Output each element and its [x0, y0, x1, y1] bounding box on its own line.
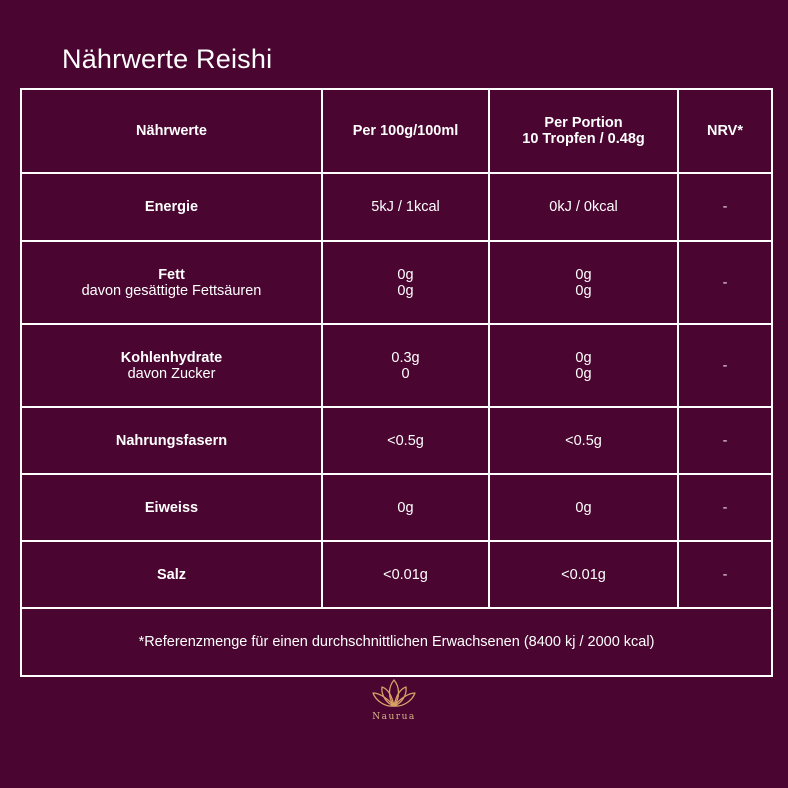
brand-logo — [0, 676, 788, 722]
per-portion-cell — [489, 474, 678, 541]
table-header-row — [21, 89, 772, 173]
header-nutrient: Nährwerte — [21, 89, 322, 173]
per-portion-value: <0.01g — [561, 566, 606, 583]
header-per-portion-line2: 10 Tropfen / 0.48g — [522, 131, 645, 147]
table-row — [21, 474, 772, 541]
brand-name: Naurua — [372, 712, 416, 722]
per-portion-value: 0g — [575, 499, 592, 516]
nutrient-label-cell — [21, 173, 322, 241]
nutrient-label-cell — [21, 541, 322, 608]
nutrient-name: Energie — [144, 199, 199, 215]
table-row — [21, 541, 772, 608]
nutrient-label-cell — [21, 324, 322, 407]
nrv-value: - — [678, 241, 772, 324]
per-portion-cell — [489, 407, 678, 474]
nutrient-name: Eiweiss — [144, 499, 199, 516]
per-100g-value: 5kJ / 1kcal — [371, 199, 440, 215]
per-portion-cell — [489, 324, 678, 407]
per-portion-value: 0kJ / 0kcal — [549, 199, 618, 215]
nutrient-label-cell — [21, 241, 322, 324]
nutrient-name: Kohlenhydrate — [120, 349, 223, 366]
nutrient-name: Salz — [156, 566, 186, 583]
table-row — [21, 173, 772, 241]
nutrition-table — [20, 88, 773, 677]
per-100g-cell — [322, 474, 489, 541]
header-per-portion — [489, 89, 678, 173]
nrv-value: - — [678, 541, 772, 608]
per-portion-sub-value: 0g — [575, 282, 592, 299]
table-row — [21, 241, 772, 324]
per-100g-cell — [322, 241, 489, 324]
nrv-value: - — [678, 474, 772, 541]
nrv-value: - — [678, 407, 772, 474]
per-100g-cell — [322, 541, 489, 608]
header-per-portion-line1: Per Portion — [544, 115, 623, 131]
nrv-value: - — [678, 324, 772, 407]
footnote-row — [21, 608, 772, 676]
per-100g-cell — [322, 173, 489, 241]
nutrient-label-cell — [21, 407, 322, 474]
per-100g-value: 0g — [397, 499, 414, 516]
per-portion-cell — [489, 541, 678, 608]
nrv-value: - — [678, 173, 772, 241]
per-portion-value: <0.5g — [565, 432, 602, 449]
per-portion-cell — [489, 241, 678, 324]
per-portion-sub-value: 0g — [575, 365, 592, 382]
per-100g-cell — [322, 407, 489, 474]
nutrient-sub: davon Zucker — [127, 365, 216, 382]
page-title: Nährwerte Reishi — [62, 44, 273, 74]
per-100g-sub-value: 0 — [401, 365, 410, 382]
per-100g-cell — [322, 324, 489, 407]
per-portion-cell — [489, 173, 678, 241]
table-row — [21, 407, 772, 474]
per-100g-value: <0.01g — [383, 566, 428, 583]
per-100g-value: <0.5g — [387, 432, 424, 449]
lotus-icon — [369, 676, 419, 710]
footnote: *Referenzmenge für einen durchschnittlichen Erwachsenen (8400 kj / 2000 kcal) — [21, 608, 772, 676]
per-100g-sub-value: 0g — [397, 282, 414, 299]
table-row — [21, 324, 772, 407]
nutrient-name: Fett — [158, 266, 185, 283]
nutrient-sub: davon gesättigte Fettsäuren — [81, 282, 262, 299]
header-nrv: NRV* — [678, 89, 772, 173]
header-per-100g: Per 100g/100ml — [322, 89, 489, 173]
per-portion-value: 0g — [575, 266, 592, 283]
nutrient-name: Nahrungsfasern — [115, 432, 228, 449]
per-portion-value: 0g — [575, 349, 592, 366]
per-100g-value: 0g — [397, 266, 414, 283]
nutrient-label-cell — [21, 474, 322, 541]
per-100g-value: 0.3g — [391, 349, 420, 366]
